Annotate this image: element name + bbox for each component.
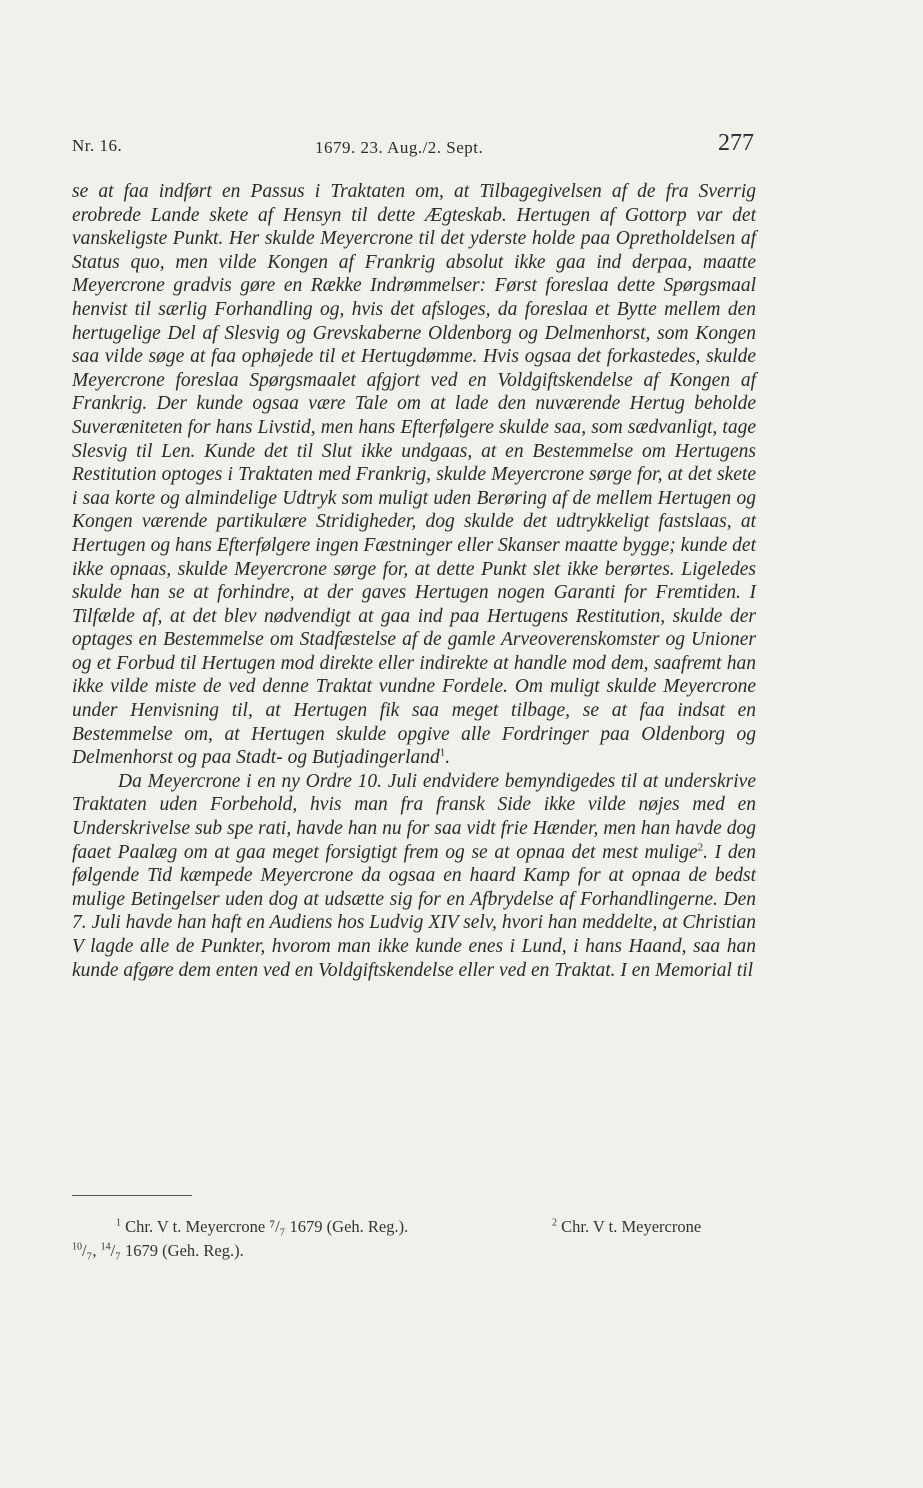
document-date: 1679. 23. Aug./2. Sept. [315, 138, 484, 157]
paragraph-end: . [445, 747, 451, 769]
page-header [72, 132, 754, 162]
footnote-text: /₇ 1679 (Geh. Reg.). [110, 1241, 244, 1260]
footnote-1 [116, 1215, 408, 1239]
footnote-continuation [72, 1239, 756, 1263]
footnote-fraction: 14 [100, 1241, 111, 1253]
footnote-ref: 2 [697, 841, 704, 854]
page-number: 277 [718, 130, 754, 156]
footnotes [72, 1215, 756, 1263]
footnote-divider [72, 1195, 192, 1196]
footnote-text: /₇, [82, 1241, 101, 1260]
paragraph [72, 770, 756, 982]
paragraph-text: . I den følgende Tid kæmpede Meyercrone da ogsaa en haard Kamp for at opnaa de bedst mulige Betingelser uden dog at udsætte sig for en Afbrydelse af Forhandlingerne. Den 7. Juli havde han haft en Audiens hos Ludvig XIV selv, hvori han meddelte, at Christian V lagde alle de Punkter, hvorom man ikke kunde enes i Lund, i hans Haand, saa han kunde afgøre dem enten ved en Voldgiftskendelse eller ved en Traktat. I en Memorial til [72, 841, 756, 981]
footnote-ref: 1 [439, 746, 446, 759]
footnote-fraction: 10 [72, 1241, 82, 1253]
footnote-2 [552, 1215, 701, 1239]
footnote-mark: 2 [552, 1217, 557, 1229]
footnote-line [72, 1215, 756, 1239]
paragraph-text: se at faa indført en Passus i Traktaten om, at Tilbagegivelsen af de fra Sverrig erobrede Lande skete af Hensyn til dette Ægteskab. Hertugen af Gottorp var det vanskeligste Punkt. Her skulde Meyercrone til det yderste holde paa Opretholdelsen af Status quo, men vilde Kongen af Frankrig absolut ikke gaa ind derpaa, maatte Meyercrone gradvis gøre en Række Indrømmelser: Først foreslaa dette Spørgsmaal henvist til særlig Forhandling og, hvis det afsloges, da foreslaa et Bytte mellem den hertugelige Del af Slesvig og Grevskaberne Oldenborg og Delmenhorst, som Kongen saa vilde søge at faa ophøjede til et Hertugdømme. Hvis ogsaa det forkastedes, skulde Meyercrone foreslaa Spørgsmaalet afgjort ved en Voldgiftskendelse af Kongen af Frankrig. Der kunde ogsaa være Tale om at lade den nuværende Hertug beholde Suveræniteten for hans Livstid, men hans Efterfølgere skulde saa, som sædvanligt, tage Slesvig til Len. Kunde det til Slut ikke undgaas, at en Bestemmelse om Hertugens Restitution optoges i Traktaten med Frankrig, skulde Meyercrone sørge for, at det skete i saa korte og almindelige Udtryk som muligt uden Berøring af de mellem Hertugen og Kongen værende partikulære Stridigheder, dog skulde det udtrykkeligt fastslaas, at Hertugen og hans Efterfølgere ingen Fæstninger eller Skanser maatte bygge; kunde det ikke opnaas, skulde Meyercrone sørge for, at dette Punkt slet ikke berørtes. Ligeledes skulde han se at forhindre, at der gaves Hertugen nogen Garanti for Fremtiden. I Tilfælde af, at det blev nødvendigt at gaa ind paa Hertugens Restitution, skulde der optages en Bestemmelse om Stadfæstelse af de gamle Arveoverenskomster og Unioner og et Forbud til Hertugen mod direkte eller indirekte at handle mod dem, saafremt han ikke vilde miste de ved denne Traktat vundne Fordele. Om muligt skulde Meyercrone under Henvisning til, at Hertugen fik saa meget tilbage, se at faa indsat en Bestemmelse om, at Hertugen skulde opgive alle Fordringer paa Oldenborg og Delmenhorst og paa Stadt- og Butjadingerland [72, 181, 756, 769]
footnote-mark: 1 [116, 1217, 121, 1229]
body-text [72, 180, 756, 982]
paragraph-text: Da Meyercrone i en ny Ordre 10. Juli endvidere bemyndigedes til at underskrive Traktaten uden Forbehold, hvis man fra fransk Side ikke vilde nøjes med en Underskrivelse sub spe rati, havde han nu for saa vidt frie Hænder, men han havde dog faaet Paalæg om at gaa meget forsigtigt frem og se at opnaa det mest mulige [72, 770, 756, 863]
footnote-text: Chr. V t. Meyercrone ⁷/₇ 1679 (Geh. Reg.). [125, 1217, 409, 1236]
paragraph [72, 180, 756, 770]
document-number: Nr. 16. [72, 136, 123, 155]
footnote-text: Chr. V t. Meyercrone [561, 1217, 702, 1236]
